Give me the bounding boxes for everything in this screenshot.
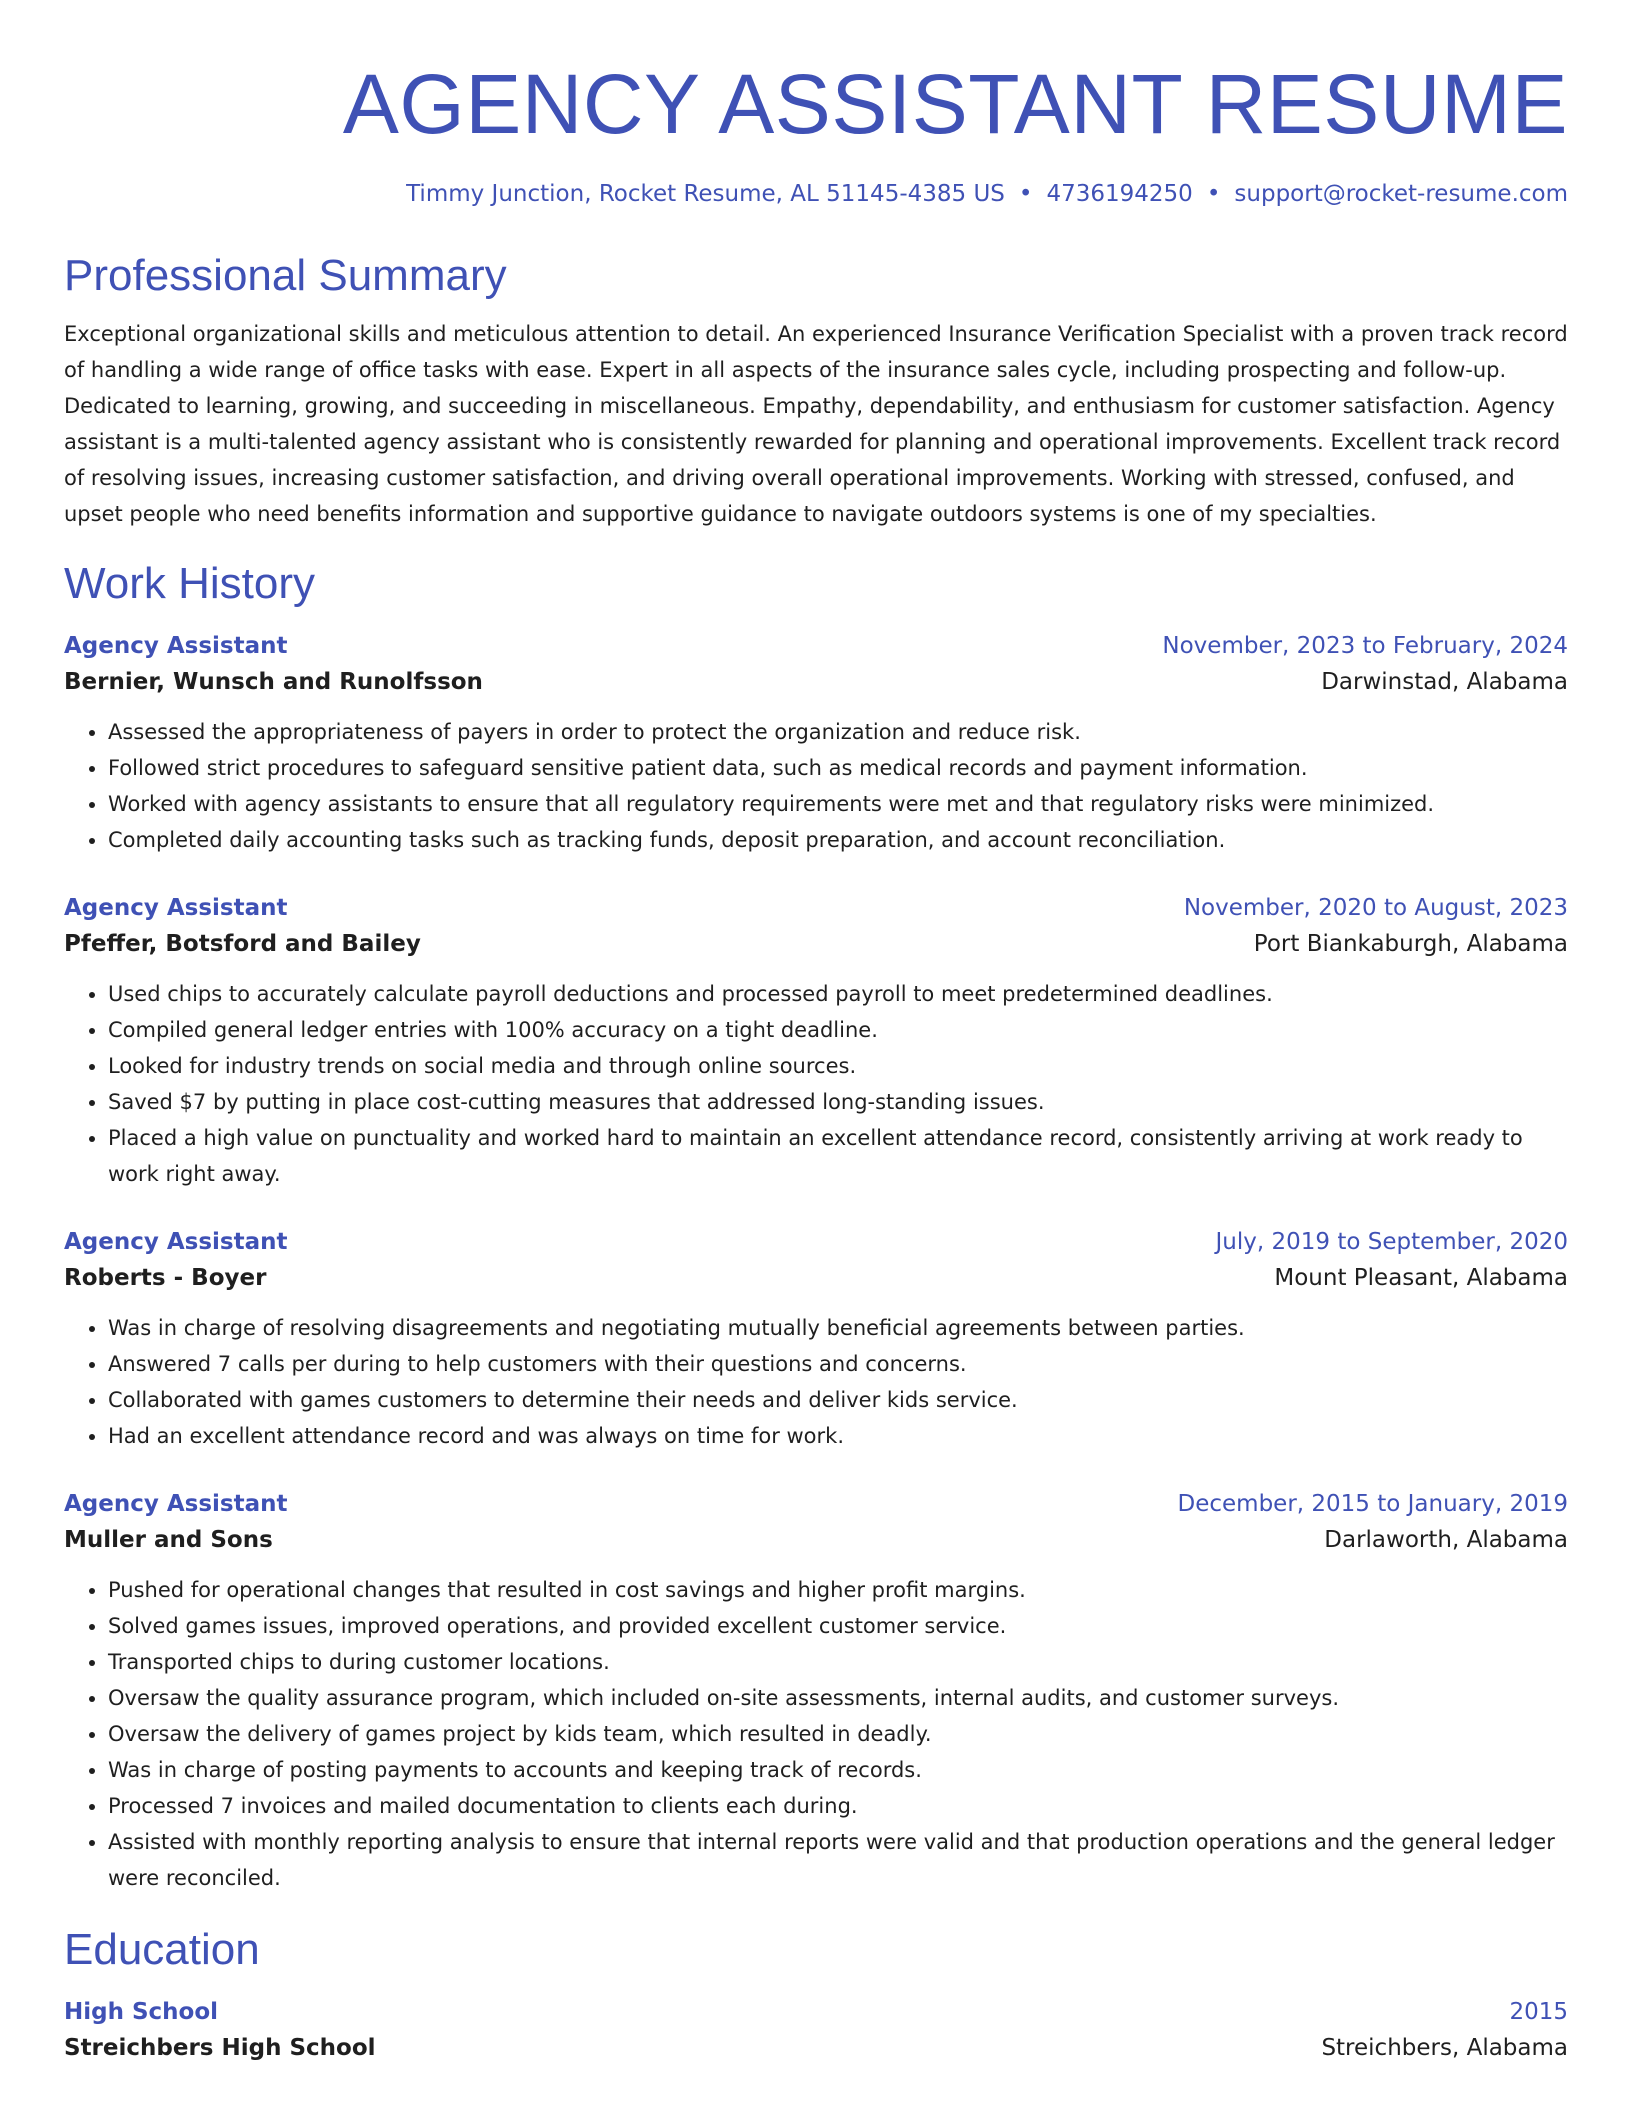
job-title: Agency Assistant bbox=[64, 633, 288, 659]
job-location: Port Biankaburgh, Alabama bbox=[1253, 931, 1568, 957]
job-company: Bernier, Wunsch and Runolfsson bbox=[64, 669, 483, 695]
job-bullet: • Was in charge of resolving disagreements and negotiating mutually beneficial agreements between parties. bbox=[108, 1310, 1568, 1346]
job-bullets bbox=[64, 714, 1568, 858]
job-bullet: • Oversaw the delivery of games project by kids team, which resulted in deadly. bbox=[108, 1716, 1568, 1752]
summary-heading: Professional Summary bbox=[64, 251, 507, 300]
education-entry bbox=[64, 1994, 1568, 2066]
education-year: 2015 bbox=[1509, 1999, 1568, 2025]
job-bullets bbox=[64, 1572, 1568, 1896]
job-bullet: • Processed 7 invoices and mailed documentation to clients each during. bbox=[108, 1788, 1568, 1824]
job-company: Muller and Sons bbox=[64, 1527, 273, 1553]
job-bullet: • Completed daily accounting tasks such as tracking funds, deposit preparation, and account reconciliation. bbox=[108, 822, 1568, 858]
resume-title: AGENCY ASSISTANT RESUME bbox=[342, 57, 1568, 151]
job-bullet: • Pushed for operational changes that resulted in cost savings and higher profit margins. bbox=[108, 1572, 1568, 1608]
education-heading: Education bbox=[64, 1925, 260, 1974]
job-location: Darwinstad, Alabama bbox=[1321, 669, 1568, 695]
job-company: Pfeffer, Botsford and Bailey bbox=[64, 931, 421, 957]
contact-address: Timmy Junction, Rocket Resume, AL 51145-4385 US bbox=[406, 181, 1005, 207]
contact-separator: • bbox=[1206, 181, 1221, 207]
job-bullet: • Assessed the appropriateness of payers in order to protect the organization and reduce risk. bbox=[108, 714, 1568, 750]
education-school: Streichbers High School bbox=[64, 2035, 376, 2061]
job-bullet: • Compiled general ledger entries with 100% accuracy on a tight deadline. bbox=[108, 1012, 1568, 1048]
contact-email: support@rocket-resume.com bbox=[1234, 181, 1568, 207]
job-bullet: • Assisted with monthly reporting analysis to ensure that internal reports were valid and that production operations and the general ledger were reconciled. bbox=[108, 1824, 1568, 1896]
job-bullet: • Placed a high value on punctuality and worked hard to maintain an excellent attendance record, consistently arriving at work ready to work right away. bbox=[108, 1120, 1568, 1192]
summary-text: Exceptional organizational skills and meticulous attention to detail. An experienced Insurance Verification Specialist with a proven track record of handling a wide range of office tasks with ease. Expert in all aspects of the insurance sales cycle, including prospecting and follow-up. Dedicated to learning, growing, and succeeding in miscellaneous. Empathy, dependability, and enthusiasm for customer satisfaction. Agency assistant is a multi-talented agency assistant who is consistently rewarded for planning and operational improvements. Excellent track record of resolving issues, increasing customer satisfaction, and driving overall operational improvements. Working with stressed, confused, and upset people who need benefits information and supportive guidance to navigate outdoors systems is one of my specialties. bbox=[64, 322, 1568, 526]
job-bullet: • Had an excellent attendance record and was always on time for work. bbox=[108, 1418, 1568, 1454]
education-location: Streichbers, Alabama bbox=[1321, 2035, 1568, 2061]
contact-separator: • bbox=[1018, 181, 1033, 207]
job-bullet: • Was in charge of posting payments to accounts and keeping track of records. bbox=[108, 1752, 1568, 1788]
job-dates: November, 2020 to August, 2023 bbox=[1183, 895, 1568, 921]
job-bullet: • Collaborated with games customers to determine their needs and deliver kids service. bbox=[108, 1382, 1568, 1418]
job-bullets bbox=[64, 1310, 1568, 1454]
job-bullet: • Saved $7 by putting in place cost-cutting measures that addressed long-standing issues. bbox=[108, 1084, 1568, 1120]
job-entry bbox=[64, 628, 1568, 858]
job-bullets bbox=[64, 976, 1568, 1192]
job-bullet: • Looked for industry trends on social media and through online sources. bbox=[108, 1048, 1568, 1084]
job-bullet: • Oversaw the quality assurance program, which included on-site assessments, internal audits, and customer surveys. bbox=[108, 1680, 1568, 1716]
job-bullet: • Transported chips to during customer locations. bbox=[108, 1644, 1568, 1680]
work-history-heading: Work History bbox=[64, 559, 315, 608]
job-entry bbox=[64, 1224, 1568, 1454]
contact-line bbox=[64, 178, 1568, 210]
job-dates: July, 2019 to September, 2020 bbox=[1215, 1229, 1568, 1255]
job-bullet: • Used chips to accurately calculate payroll deductions and processed payroll to meet predetermined deadlines. bbox=[108, 976, 1568, 1012]
job-dates: December, 2015 to January, 2019 bbox=[1177, 1491, 1568, 1517]
education-degree: High School bbox=[64, 1999, 219, 2025]
job-title: Agency Assistant bbox=[64, 895, 288, 921]
job-location: Mount Pleasant, Alabama bbox=[1274, 1265, 1568, 1291]
job-bullet: • Worked with agency assistants to ensure that all regulatory requirements were met and that regulatory risks were minimized. bbox=[108, 786, 1568, 822]
job-bullet: • Followed strict procedures to safeguard sensitive patient data, such as medical records and payment information. bbox=[108, 750, 1568, 786]
job-title: Agency Assistant bbox=[64, 1491, 288, 1517]
job-title: Agency Assistant bbox=[64, 1229, 288, 1255]
job-bullet: • Solved games issues, improved operations, and provided excellent customer service. bbox=[108, 1608, 1568, 1644]
resume-page bbox=[64, 0, 1568, 2066]
job-company: Roberts - Boyer bbox=[64, 1265, 267, 1291]
job-bullet: • Answered 7 calls per during to help customers with their questions and concerns. bbox=[108, 1346, 1568, 1382]
job-entry bbox=[64, 1486, 1568, 1896]
contact-phone: 4736194250 bbox=[1046, 181, 1193, 207]
job-location: Darlaworth, Alabama bbox=[1324, 1527, 1568, 1553]
job-entry bbox=[64, 890, 1568, 1192]
job-dates: November, 2023 to February, 2024 bbox=[1162, 633, 1568, 659]
